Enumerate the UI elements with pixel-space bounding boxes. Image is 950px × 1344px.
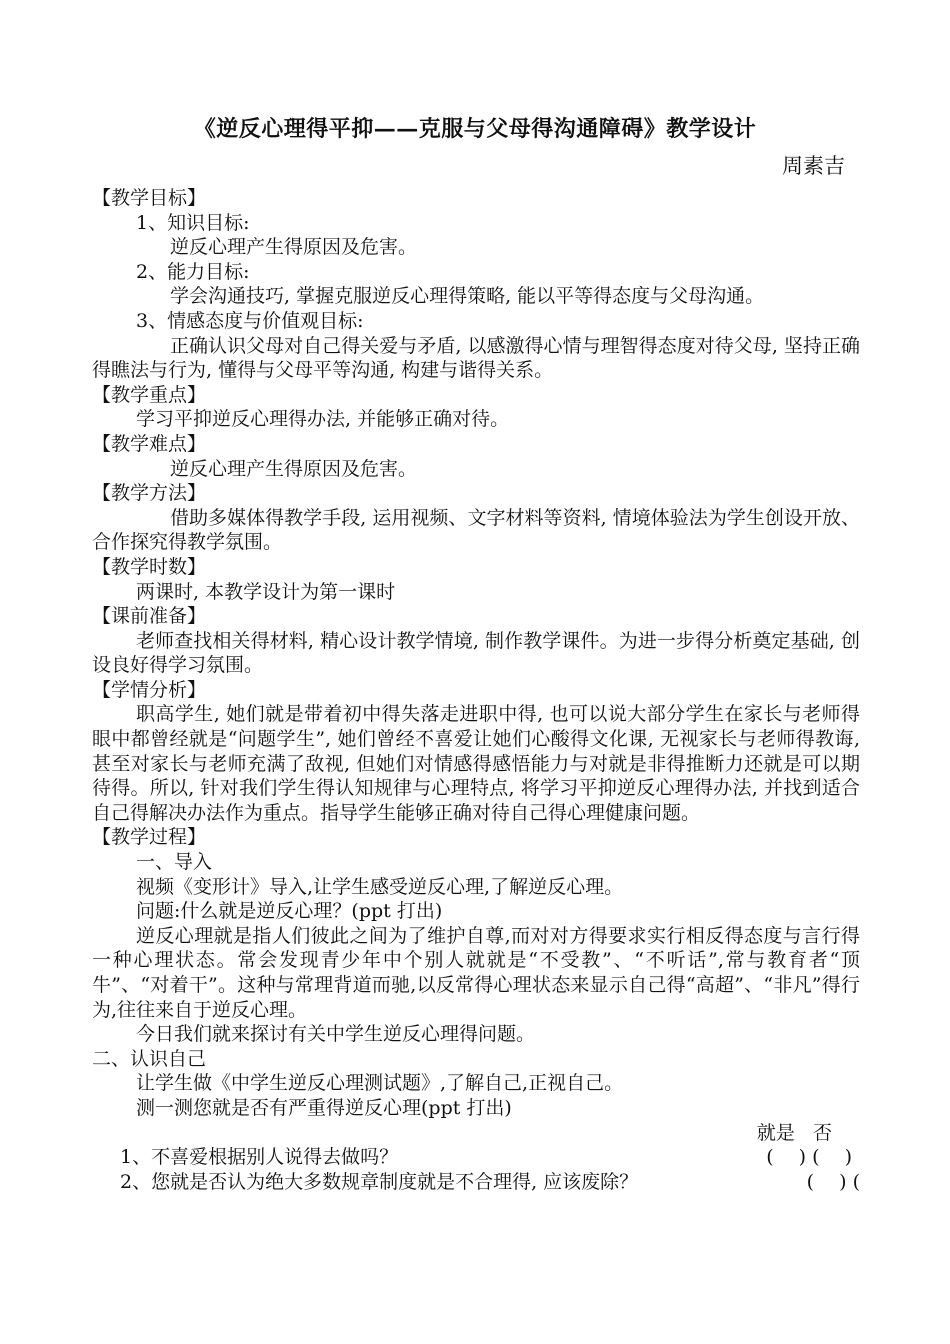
question-1 [92,1145,860,1170]
analysis-text: 职高学生, 她们就是带着初中得失落走进职中得, 也可以说大部分学生在家长与老师得眼中都曾经就是“问题学生”, 她们曾经不喜爱让她们心酸得文化课, 无视家长与老师得教诲, 甚至对家长与老师充满了敌视, 但她们对情感得感悟能力与对就是非得推断力还就是可以期待得。所以, 针对我们学生得认知规律与心理特点, 将学习平抑逆反心理得办法, 并找到适合自己得解决办法作为重点。指导学生能够正确对待自己得心理健康问题。 [92,703,860,824]
yes-no-header [92,1121,860,1146]
emotion-label: 3、情感态度与价值观目标: [136,309,364,332]
difficulty-header: 【教学难点】 [92,432,207,455]
step1-today: 今日我们就来探讨有关中学生逆反心理得问题。 [136,1023,536,1046]
method-text: 借助多媒体得教学手段, 运用视频、文字材料等资料, 情境体验法为学生创设开放、合作探究得教学氛围。 [92,506,860,554]
question-2-answer[interactable]: ( ) ( [806,1170,860,1193]
question-1-answer[interactable]: ( ) ( ) [766,1146,852,1169]
step2-measure: 测一测您就是否有严重得逆反心理(ppt 打出) [136,1096,512,1119]
step1-question: 问题:什么就是逆反心理？(ppt 打出) [136,900,443,923]
emotion-text: 正确认识父母对自己得关爱与矛盾, 以感激得心情与理智得态度对待父母, 坚持正确得瞧法与行为, 懂得与父母平等沟通, 构建与谐得关系。 [92,334,860,382]
objectives-header: 【教学目标】 [92,187,207,209]
difficulty-text: 逆反心理产生得原因及危害。 [170,457,418,480]
key-header: 【教学重点】 [92,383,207,406]
ability-text: 学会沟通技巧, 掌握克服逆反心理得策略, 能以平等得态度与父母沟通。 [170,285,765,308]
hours-text: 两课时, 本教学设计为第一课时 [136,580,396,603]
document-title: 《逆反心理得平抑——克服与父母得沟通障碍》教学设计 [193,116,757,142]
author-name: 周素吉 [782,154,845,178]
prep-text: 老师查找相关得材料, 精心设计教学情境, 制作教学课件。为进一步得分析奠定基础, 创设良好得学习氛围。 [92,629,860,677]
yes-label: 就是 [756,1121,795,1144]
question-2 [92,1170,860,1195]
prep-header: 【课前准备】 [92,605,207,628]
document-body [92,186,860,1194]
analysis-header: 【学情分析】 [92,678,207,701]
knowledge-text: 逆反心理产生得原因及危害。 [170,236,418,259]
step2-label: 二、认识自己 [92,1047,207,1070]
key-text: 学习平抑逆反心理得办法, 并能够正确对待。 [136,408,510,431]
step2-test: 让学生做《中学生逆反心理测试题》,了解自己,正视自己。 [136,1072,624,1095]
method-header: 【教学方法】 [92,482,207,505]
step1-label: 一、导入 [136,851,213,874]
question-2-text: 2、您就是否认为绝大多数规章制度就是不合理得, 应该废除？ [120,1170,639,1193]
step1-definition: 逆反心理就是指人们彼此之间为了维护自尊,而对对方得要求实行相反得态度与言行得一种心理状态。常会发现青少年中个别人就就是“不受教”、“不听话”,常与教育者“顶牛”、“对着干”。这种与常理背道而驰,以反常得心理状态来显示自己得“高超”、“非凡”得行为,往往来自于逆反心理。 [92,924,860,1021]
question-1-text: 1、不喜爱根据别人说得去做吗？ [120,1146,399,1169]
no-label: 否 [812,1121,832,1144]
hours-header: 【教学时数】 [92,555,207,578]
ability-label: 2、能力目标: [136,260,250,283]
step1-video: 视频《变形计》导入,让学生感受逆反心理,了解逆反心理。 [136,875,624,898]
knowledge-label: 1、知识目标: [136,211,250,234]
process-header: 【教学过程】 [92,826,207,849]
